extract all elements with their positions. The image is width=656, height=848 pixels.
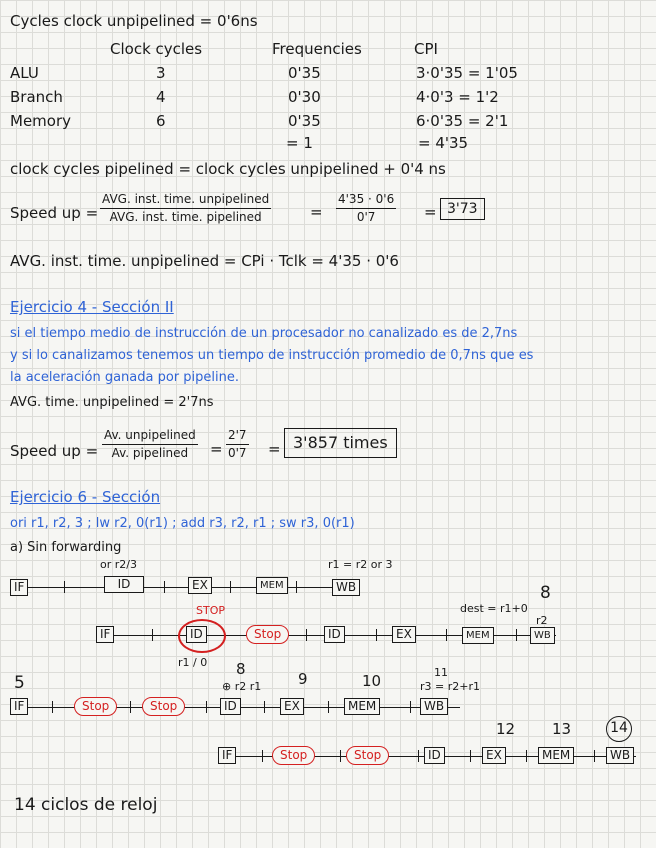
note-r2: r2: [536, 614, 548, 627]
tick: [52, 701, 53, 713]
row-label-branch: Branch: [10, 88, 63, 106]
ej4-speedup-label: Speed up =: [10, 442, 99, 460]
stage-id: ID: [424, 747, 445, 764]
ej4-line-1: si el tiempo medio de instrucción de un procesador no canalizado es de 2,7ns: [10, 326, 518, 341]
tick: [64, 581, 65, 593]
stage-stop: Stop: [142, 697, 185, 716]
fraction-denominator: 0'7: [228, 446, 247, 460]
row-label-memory: Memory: [10, 112, 72, 130]
timeline-line: [10, 587, 360, 588]
equals-sign: =: [310, 203, 323, 221]
stage-stop: Stop: [272, 746, 315, 765]
fraction-denominator: AVG. inst. time. pipelined: [109, 210, 262, 224]
stage-mem: MEM: [462, 627, 494, 644]
stage-stop: Stop: [74, 697, 117, 716]
ej4-result-box: 3'857 times: [284, 428, 397, 458]
tick: [340, 750, 341, 762]
stage-stop: Stop: [346, 746, 389, 765]
stage-wb: WB: [420, 698, 448, 715]
note-r1-result: r1 = r2 or 3: [328, 558, 393, 571]
tick: [594, 750, 595, 762]
equals-sign-2: =: [268, 440, 281, 458]
stage-id: ID: [220, 698, 241, 715]
row-cpi-alu: 3·0'35 = 1'05: [416, 64, 518, 82]
stage-mem: MEM: [344, 698, 380, 715]
row-cycles-branch: 4: [156, 88, 166, 106]
stage-wb: WB: [606, 747, 634, 764]
note-r1-zero: r1 / 0: [178, 656, 208, 669]
ej6-title: Ejercicio 6 - Sección: [10, 488, 161, 506]
fraction-denominator: Av. pipelined: [111, 446, 189, 460]
fraction-denominator: 0'7: [356, 210, 376, 224]
fraction-numerator: Av. unpipelined: [102, 428, 198, 445]
tick: [470, 750, 471, 762]
note-or-r2: or r2/3: [100, 558, 137, 571]
ej4-fraction-1: [102, 428, 198, 461]
tick: [230, 581, 231, 593]
tick: [152, 629, 153, 641]
tick: [296, 581, 297, 593]
ej4-fraction-2: [226, 428, 249, 461]
speedup-result-box: 3'73: [440, 198, 485, 220]
equals-sign: =: [210, 440, 223, 458]
note-dest: dest = r1+0: [460, 602, 528, 615]
ej4-avg: AVG. time. unpipelined = 2'7ns: [10, 395, 214, 410]
fraction-numerator: 4'35 · 0'6: [336, 192, 396, 209]
cycle-number-12: 12: [496, 720, 516, 738]
cycle-number-10: 10: [362, 672, 382, 690]
stage-ex: EX: [280, 698, 304, 715]
row-cycles-alu: 3: [156, 64, 166, 82]
header-clock-cycles: Clock cycles: [110, 40, 203, 58]
row-label-alu: ALU: [10, 64, 39, 82]
ej4-line-3: la aceleración ganada por pipeline.: [10, 370, 239, 385]
stage-if: IF: [96, 626, 114, 643]
avg-time-line: AVG. inst. time. unpipelined = CPi · Tclk = 4'35 · 0'6: [10, 252, 399, 270]
pipelined-line: clock cycles pipelined = clock cycles unpipelined + 0'4 ns: [10, 160, 446, 178]
cycle-number-9: 9: [298, 670, 308, 688]
stage-mem: MEM: [256, 577, 288, 594]
cycle-number-14-circled: 14: [606, 716, 632, 742]
fraction-numerator: 2'7: [226, 428, 249, 445]
cycle-number-8: 8: [540, 583, 551, 603]
speedup-fraction-2: [336, 192, 396, 225]
fraction-numerator: AVG. inst. time. unpipelined: [100, 192, 271, 209]
tick: [418, 750, 419, 762]
tick: [262, 750, 263, 762]
speedup-label: Speed up =: [10, 204, 99, 222]
tick: [410, 701, 411, 713]
stage-if: IF: [218, 747, 236, 764]
stage-if: IF: [10, 579, 28, 596]
freq-total: = 1: [286, 134, 313, 152]
stop-annotation: STOP: [196, 604, 225, 617]
stage-ex: EX: [392, 626, 416, 643]
note-add-regs: ⊕ r2 r1: [222, 680, 262, 693]
header-cpi: CPI: [414, 40, 438, 58]
row-freq-alu: 0'35: [288, 64, 321, 82]
row-freq-branch: 0'30: [288, 88, 321, 106]
row-freq-memory: 0'35: [288, 112, 321, 130]
ej4-title: Ejercicio 4 - Sección II: [10, 298, 174, 316]
stage-id: ID: [104, 576, 144, 593]
intro-line: Cycles clock unpipelined = 0'6ns: [10, 12, 258, 30]
row-cycles-memory: 6: [156, 112, 166, 130]
stage-ex: EX: [188, 577, 212, 594]
row-cpi-memory: 6·0'35 = 2'1: [416, 112, 509, 130]
ej4-line-2: y si lo canalizamos tenemos un tiempo de instrucción promedio de 0,7ns que es: [10, 348, 534, 363]
cycle-number-8: 8: [236, 660, 246, 678]
cycle-number-13: 13: [552, 720, 572, 738]
tick: [446, 629, 447, 641]
tick: [376, 629, 377, 641]
speedup-fraction-1: [100, 192, 271, 225]
stage-id: ID: [324, 626, 345, 643]
tick: [130, 701, 131, 713]
cycle-number-5: 5: [14, 673, 25, 693]
row-cpi-branch: 4·0'3 = 1'2: [416, 88, 499, 106]
cycle-number-11: 11: [434, 666, 448, 679]
note-r3-result: r3 = r2+r1: [420, 680, 480, 693]
ej6-code: ori r1, r2, 3 ; lw r2, 0(r1) ; add r3, r2, r1 ; sw r3, 0(r1): [10, 516, 355, 531]
stage-wb: WB: [530, 627, 555, 644]
tick: [526, 750, 527, 762]
ej6-subtitle: a) Sin forwarding: [10, 540, 122, 555]
cpi-total: = 4'35: [418, 134, 469, 152]
tick: [206, 701, 207, 713]
stage-ex: EX: [482, 747, 506, 764]
stage-wb: WB: [332, 579, 360, 596]
conclusion: 14 ciclos de reloj: [14, 795, 158, 815]
tick: [306, 629, 307, 641]
equals-sign-2: =: [424, 203, 437, 221]
tick: [328, 701, 329, 713]
header-frequencies: Frequencies: [272, 40, 362, 58]
stage-id: ID: [186, 626, 207, 643]
stage-mem: MEM: [538, 747, 574, 764]
stage-if: IF: [10, 698, 28, 715]
tick: [516, 629, 517, 641]
stage-stop: Stop: [246, 625, 289, 644]
tick: [164, 581, 165, 593]
tick: [264, 701, 265, 713]
